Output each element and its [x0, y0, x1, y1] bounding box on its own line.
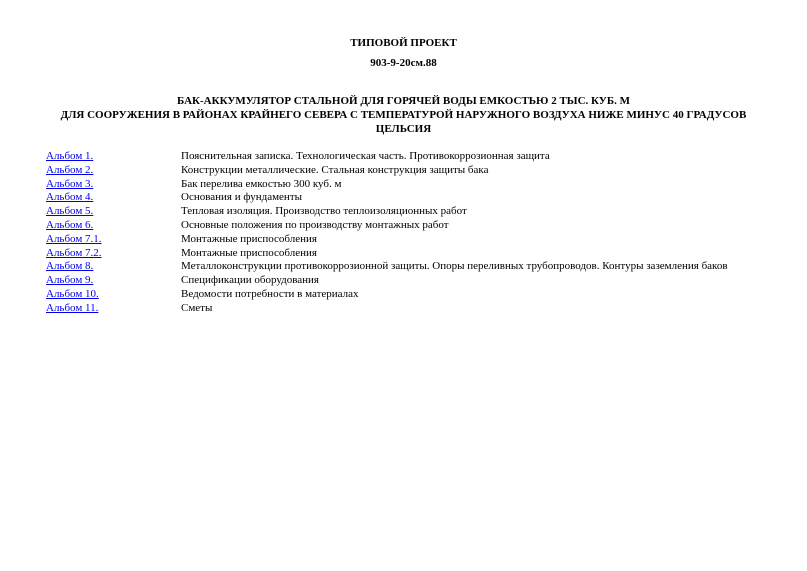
subject-line: ЦЕЛЬСИЯ: [375, 123, 432, 135]
list-item: [46, 274, 786, 288]
album-link-11[interactable]: Альбом 11.: [46, 301, 99, 314]
album-link-6[interactable]: Альбом 6.: [46, 218, 94, 231]
album-link-3[interactable]: Альбом 3.: [46, 177, 94, 190]
list-item: [46, 260, 786, 274]
document-title: ТИПОВОЙ ПРОЕКТ: [350, 37, 457, 49]
list-item: [46, 302, 786, 316]
album-link-7-1[interactable]: Альбом 7.1.: [46, 232, 102, 245]
list-item: [46, 233, 786, 247]
album-link-7-2[interactable]: Альбом 7.2.: [46, 246, 102, 259]
album-link-9[interactable]: Альбом 9.: [46, 274, 94, 287]
album-link-2[interactable]: Альбом 2.: [46, 163, 94, 176]
list-item: [46, 247, 786, 261]
album-description: Сметы: [181, 301, 213, 314]
album-link-1[interactable]: Альбом 1.: [46, 150, 94, 162]
list-item: [46, 191, 786, 205]
list-item: [46, 205, 786, 219]
subject-line: ДЛЯ СООРУЖЕНИЯ В РАЙОНАХ КРАЙНЕГО СЕВЕРА С ТЕМПЕРАТУРОЙ НАРУЖНОГО ВОЗДУХА НИЖЕ МИНУС 40 ГРАДУСОВ: [60, 109, 747, 121]
album-description: Основные положения по производству монтажных работ: [181, 218, 449, 231]
album-description: Монтажные приспособления: [181, 232, 317, 245]
list-item: [46, 288, 786, 302]
list-item: [46, 219, 786, 233]
album-description: Ведомости потребности в материалах: [181, 287, 359, 300]
album-link-10[interactable]: Альбом 10.: [46, 287, 99, 300]
list-item: [46, 150, 786, 164]
album-description: Конструкции металлические. Стальная конструкция защиты бака: [181, 163, 489, 176]
album-description: Бак перелива емкостью 300 куб. м: [181, 177, 342, 190]
project-number: 903-9-20см.88: [370, 57, 437, 69]
album-description: Спецификации оборудования: [181, 274, 319, 287]
subject-line: БАК-АККУМУЛЯТОР СТАЛЬНОЙ ДЛЯ ГОРЯЧЕЙ ВОДЫ ЕМКОСТЬЮ 2 ТЫС. КУБ. М: [176, 95, 631, 107]
album-description: Пояснительная записка. Технологическая часть. Противокоррозионная защита: [181, 150, 550, 162]
album-description: Монтажные приспособления: [181, 246, 317, 259]
album-description: Основания и фундаменты: [181, 191, 303, 204]
list-item: [46, 178, 786, 192]
list-item: [46, 164, 786, 178]
album-list: [46, 150, 786, 316]
album-link-8[interactable]: Альбом 8.: [46, 260, 94, 273]
album-link-4[interactable]: Альбом 4.: [46, 191, 94, 204]
album-link-5[interactable]: Альбом 5.: [46, 205, 94, 218]
project-subject: [40, 94, 767, 136]
album-description: Тепловая изоляция. Производство теплоизоляционных работ: [181, 205, 467, 218]
album-description: Металлоконструкции противокоррозионной защиты. Опоры переливных трубопроводов. Контуры заземления баков: [181, 260, 728, 273]
